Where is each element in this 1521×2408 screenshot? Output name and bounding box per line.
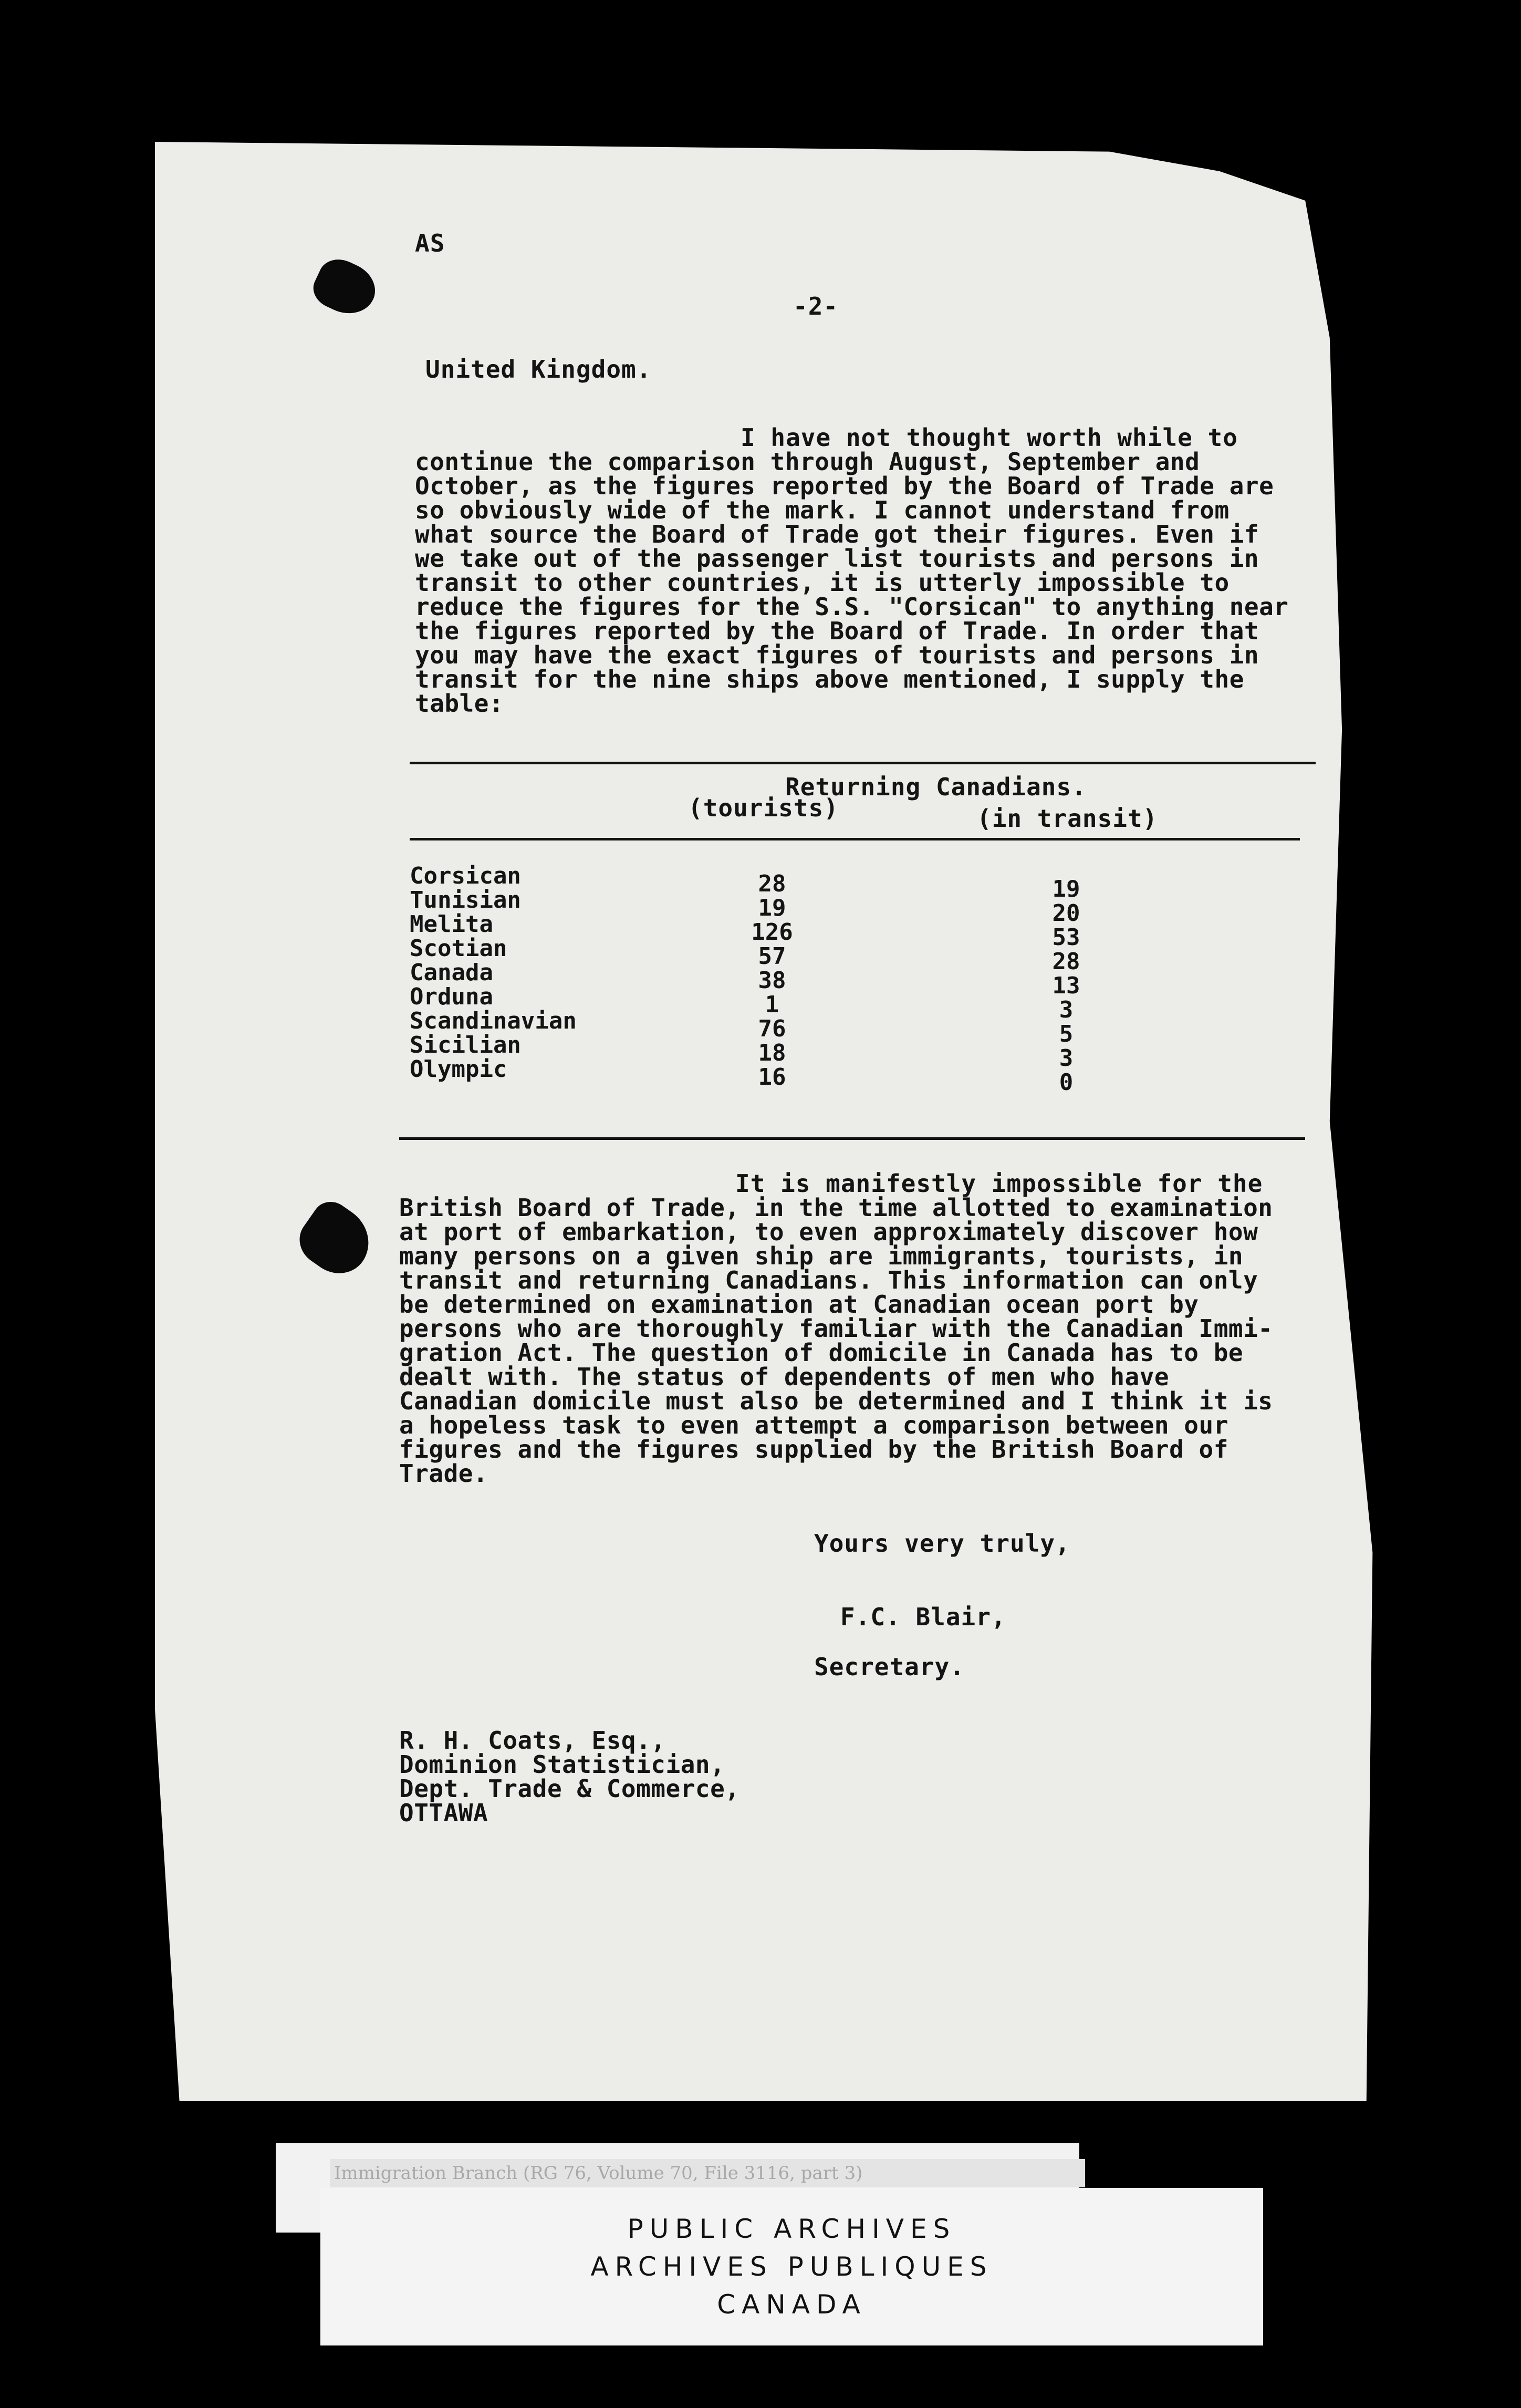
paragraph1-line: continue the comparison through August, September and xyxy=(415,448,1200,476)
in-transit-value: 28 xyxy=(1052,948,1080,975)
ship-name: Scotian xyxy=(410,935,507,962)
in-transit-value: 5 xyxy=(1059,1021,1074,1047)
in-transit-value: 19 xyxy=(1052,876,1080,902)
paragraph1-line: reduce the figures for the S.S. "Corsican" to anything near xyxy=(415,593,1289,621)
ship-name: Canada xyxy=(410,959,493,986)
ship-name: Corsican xyxy=(410,863,521,889)
paragraph1-line: October, as the figures reported by the Board of Trade are xyxy=(415,472,1274,500)
paragraph2 xyxy=(399,1193,1273,1488)
tourists-value: 28 xyxy=(758,870,786,897)
archive-line: CANADA xyxy=(717,2289,867,2320)
archive-stamp xyxy=(320,2188,1263,2345)
paragraph1-lead: I have not thought worth while to xyxy=(741,423,1238,452)
paragraph1-line: the figures reported by the Board of Trade. In order that xyxy=(415,617,1259,645)
section-heading: United Kingdom. xyxy=(425,355,652,383)
table-header-top: Returning Canadians. xyxy=(785,773,1087,801)
paragraph2-line: many persons on a given ship are immigrants, tourists, in xyxy=(399,1242,1244,1270)
paragraph2-lead: It is manifestly impossible for the xyxy=(735,1169,1263,1198)
paragraph2-line: figures and the figures supplied by the British Board of xyxy=(399,1435,1228,1464)
tourists-value: 1 xyxy=(765,991,779,1018)
tourists-value: 19 xyxy=(758,895,786,921)
in-transit-value: 0 xyxy=(1059,1069,1074,1096)
addressee-line: Dept. Trade & Commerce, xyxy=(399,1774,740,1803)
table-top-rule xyxy=(410,762,1316,764)
paragraph2-line: transit and returning Canadians. This information can only xyxy=(399,1266,1258,1294)
table-header-rule xyxy=(410,838,1300,840)
paragraph2-line: Canadian domicile must also be determined and I think it is xyxy=(399,1387,1273,1415)
paragraph1-line: table: xyxy=(415,689,504,718)
paragraph2-line: gration Act. The question of domicile in Canada has to be xyxy=(399,1338,1244,1367)
addressee-block xyxy=(399,1728,739,1825)
page-number: -2- xyxy=(793,292,839,320)
in-transit-value: 20 xyxy=(1052,900,1080,927)
tourists-value: 38 xyxy=(758,967,786,994)
table-ship-column xyxy=(410,864,630,1082)
addressee-line: OTTAWA xyxy=(399,1799,488,1827)
tourists-value: 57 xyxy=(758,943,786,970)
paragraph1-line: we take out of the passenger list tourists and persons in xyxy=(415,544,1259,573)
ship-name: Melita xyxy=(410,911,493,938)
closing: Yours very truly, xyxy=(814,1529,1070,1558)
paragraph2-line: Trade. xyxy=(399,1459,488,1488)
paragraph2-line: British Board of Trade, in the time allotted to examination xyxy=(399,1193,1273,1222)
in-transit-value: 13 xyxy=(1052,972,1080,999)
addressee-line: Dominion Statistician, xyxy=(399,1750,725,1779)
ship-name: Orduna xyxy=(410,983,493,1010)
archive-line: PUBLIC ARCHIVES xyxy=(627,2214,956,2244)
in-transit-value: 3 xyxy=(1059,997,1074,1023)
paragraph1-line: so obviously wide of the mark. I cannot understand from xyxy=(415,496,1230,524)
tourists-value: 16 xyxy=(758,1064,786,1091)
initials: AS xyxy=(415,229,445,257)
paragraph1-line: you may have the exact figures of tourists and persons in xyxy=(415,641,1259,669)
in-transit-value: 3 xyxy=(1059,1045,1074,1072)
paragraph1-line: transit to other countries, it is utterly impossible to xyxy=(415,568,1230,597)
signature-name: F.C. Blair, xyxy=(840,1603,1006,1631)
ship-name: Tunisian xyxy=(410,887,521,914)
in-transit-value: 53 xyxy=(1052,924,1080,951)
table-in-transit-column xyxy=(1029,877,1103,1095)
paragraph2-line: a hopeless task to even attempt a comparison between our xyxy=(399,1411,1228,1439)
tourists-value: 126 xyxy=(751,919,793,946)
ship-name: Olympic xyxy=(410,1056,507,1083)
archive-reference-strip: Immigration Branch (RG 76, Volume 70, File 3116, part 3) xyxy=(330,2159,1085,2187)
tourists-value: 18 xyxy=(758,1040,786,1066)
paragraph1-line: transit for the nine ships above mentioned, I supply the xyxy=(415,665,1244,693)
paragraph1-line: what source the Board of Trade got their figures. Even if xyxy=(415,520,1259,548)
archive-line: ARCHIVES PUBLIQUES xyxy=(590,2251,993,2282)
tourists-value: 76 xyxy=(758,1015,786,1042)
signature-title: Secretary. xyxy=(814,1653,965,1681)
table-bottom-rule xyxy=(399,1137,1305,1140)
table-tourists-column xyxy=(730,872,814,1089)
ship-name: Sicilian xyxy=(410,1032,521,1058)
paragraph2-line: persons who are thoroughly familiar with the Canadian Immi- xyxy=(399,1314,1273,1343)
paragraph1 xyxy=(415,448,1289,718)
table-header-in-transit: (in transit) xyxy=(977,804,1158,833)
paragraph2-line: be determined on examination at Canadian ocean port by xyxy=(399,1290,1199,1319)
addressee-line: R. H. Coats, Esq., xyxy=(399,1726,666,1755)
ship-name: Scandinavian xyxy=(410,1008,577,1034)
table-header-tourists: (tourists) xyxy=(688,794,839,822)
paragraph2-line: at port of embarkation, to even approximately discover how xyxy=(399,1218,1258,1246)
paragraph2-line: dealt with. The status of dependents of men who have xyxy=(399,1363,1170,1391)
